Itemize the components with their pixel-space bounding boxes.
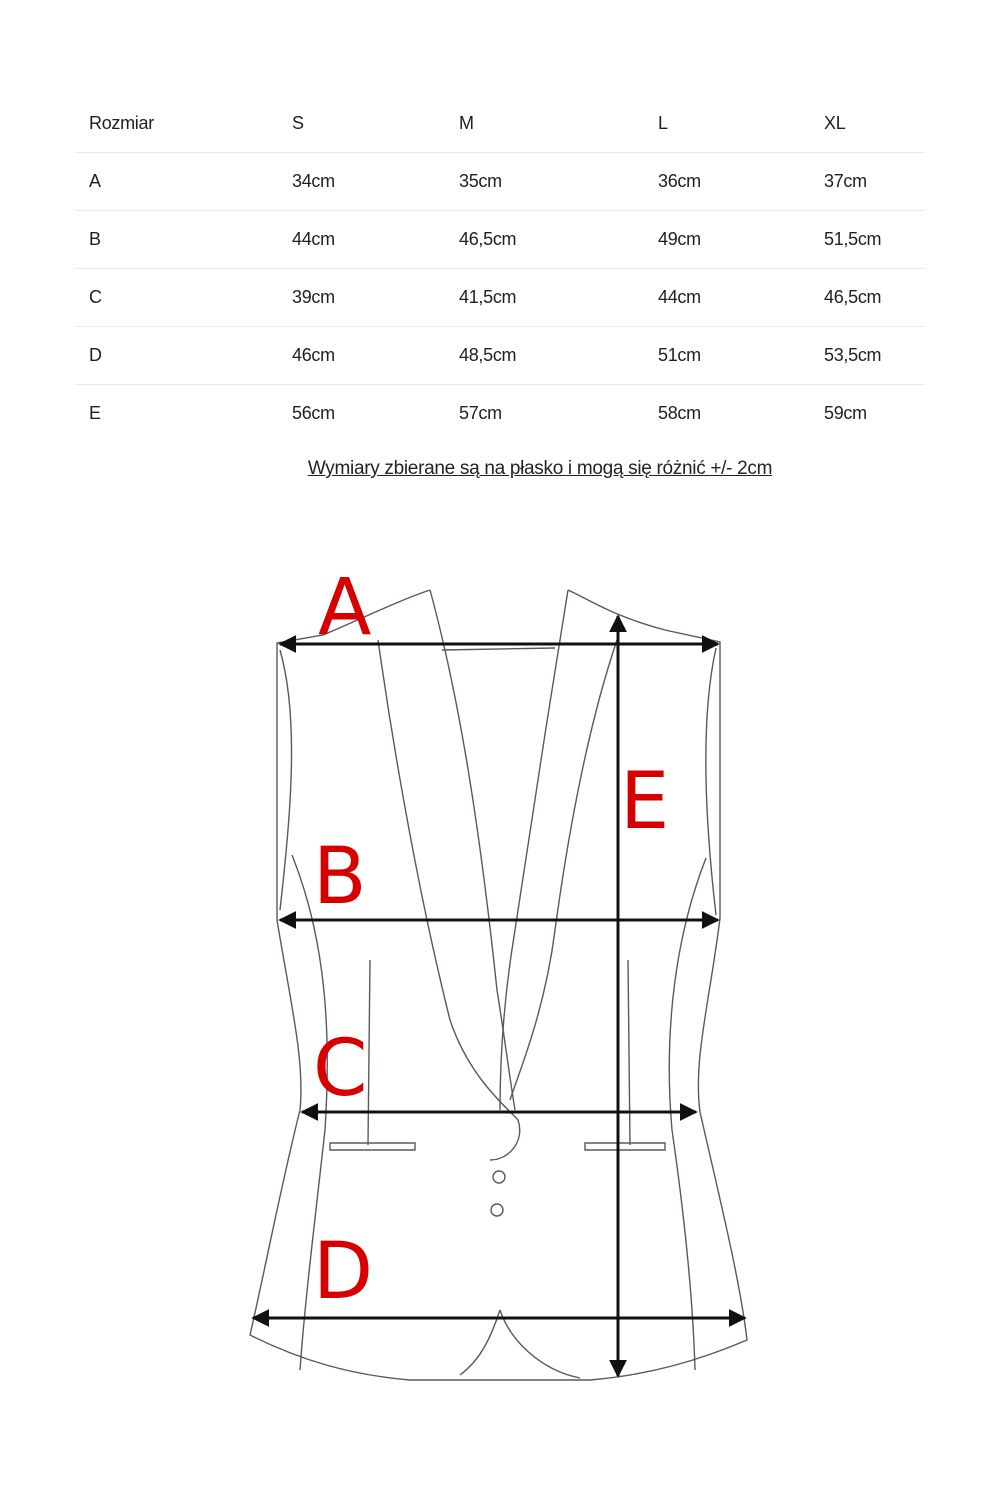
- table-cell: 49cm: [644, 211, 810, 269]
- vest-button-1: [493, 1171, 505, 1183]
- measurement-note: Wymiary zbierane są na płasko i mogą się różnić +/- 2cm: [307, 458, 773, 479]
- header-xl: XL: [810, 95, 925, 153]
- table-cell: 44cm: [644, 269, 810, 327]
- table-cell: 34cm: [278, 153, 445, 211]
- vest-left-pocket: [330, 1143, 415, 1150]
- vest-front-opening: [460, 1120, 580, 1378]
- row-label: E: [89, 403, 101, 423]
- table-row: [75, 211, 925, 269]
- header-m: M: [445, 95, 644, 153]
- row-label: A: [75, 153, 278, 211]
- table-row: [75, 269, 925, 327]
- table-cell: 37cm: [810, 153, 925, 211]
- table-cell: 53,5cm: [810, 327, 925, 385]
- label-d: D: [313, 1227, 374, 1317]
- vest-diagram: [0, 540, 1000, 1420]
- label-a: A: [318, 563, 372, 653]
- label-c: C: [313, 1024, 368, 1114]
- size-table: [75, 95, 925, 442]
- vest-button-2: [491, 1204, 503, 1216]
- table-cell: 51,5cm: [810, 211, 925, 269]
- vest-right-edge: [500, 590, 747, 1380]
- table-row: [75, 327, 925, 385]
- header-l: L: [644, 95, 810, 153]
- vest-left-dart: [368, 960, 370, 1145]
- vest-collar-left: [378, 640, 518, 1120]
- table-cell: 58cm: [658, 403, 701, 423]
- vest-right-armhole: [706, 648, 716, 915]
- vest-outline: [0, 540, 1000, 1420]
- row-label: B: [75, 211, 278, 269]
- vest-neckline: [442, 648, 555, 650]
- table-row: [75, 153, 925, 211]
- header-s: S: [278, 95, 445, 153]
- vest-left-armhole: [280, 650, 292, 910]
- table-cell: 36cm: [644, 153, 810, 211]
- vest-left-edge: [250, 590, 500, 1380]
- table-cell: 57cm: [459, 403, 502, 423]
- label-e: E: [620, 757, 670, 847]
- row-label: D: [75, 327, 278, 385]
- table-cell: 56cm: [292, 403, 335, 423]
- table-cell: 46cm: [278, 327, 445, 385]
- table-cell: 59cm: [824, 403, 867, 423]
- table-cell: 48,5cm: [445, 327, 644, 385]
- table-cell: 51cm: [644, 327, 810, 385]
- table-cell: 46,5cm: [445, 211, 644, 269]
- table-cell: 44cm: [278, 211, 445, 269]
- table-row: [75, 385, 925, 443]
- row-label: C: [75, 269, 278, 327]
- table-header-row: [75, 95, 925, 153]
- table-cell: 35cm: [445, 153, 644, 211]
- label-b: B: [313, 832, 367, 922]
- vest-right-dart: [628, 960, 630, 1145]
- vest-collar-right: [510, 640, 617, 1100]
- vest-right-lapel: [500, 590, 568, 1110]
- table-cell: 46,5cm: [810, 269, 925, 327]
- table-cell: 41,5cm: [445, 269, 644, 327]
- table-cell: 39cm: [278, 269, 445, 327]
- vest-right-pocket: [585, 1143, 665, 1150]
- header-size: Rozmiar: [75, 95, 278, 153]
